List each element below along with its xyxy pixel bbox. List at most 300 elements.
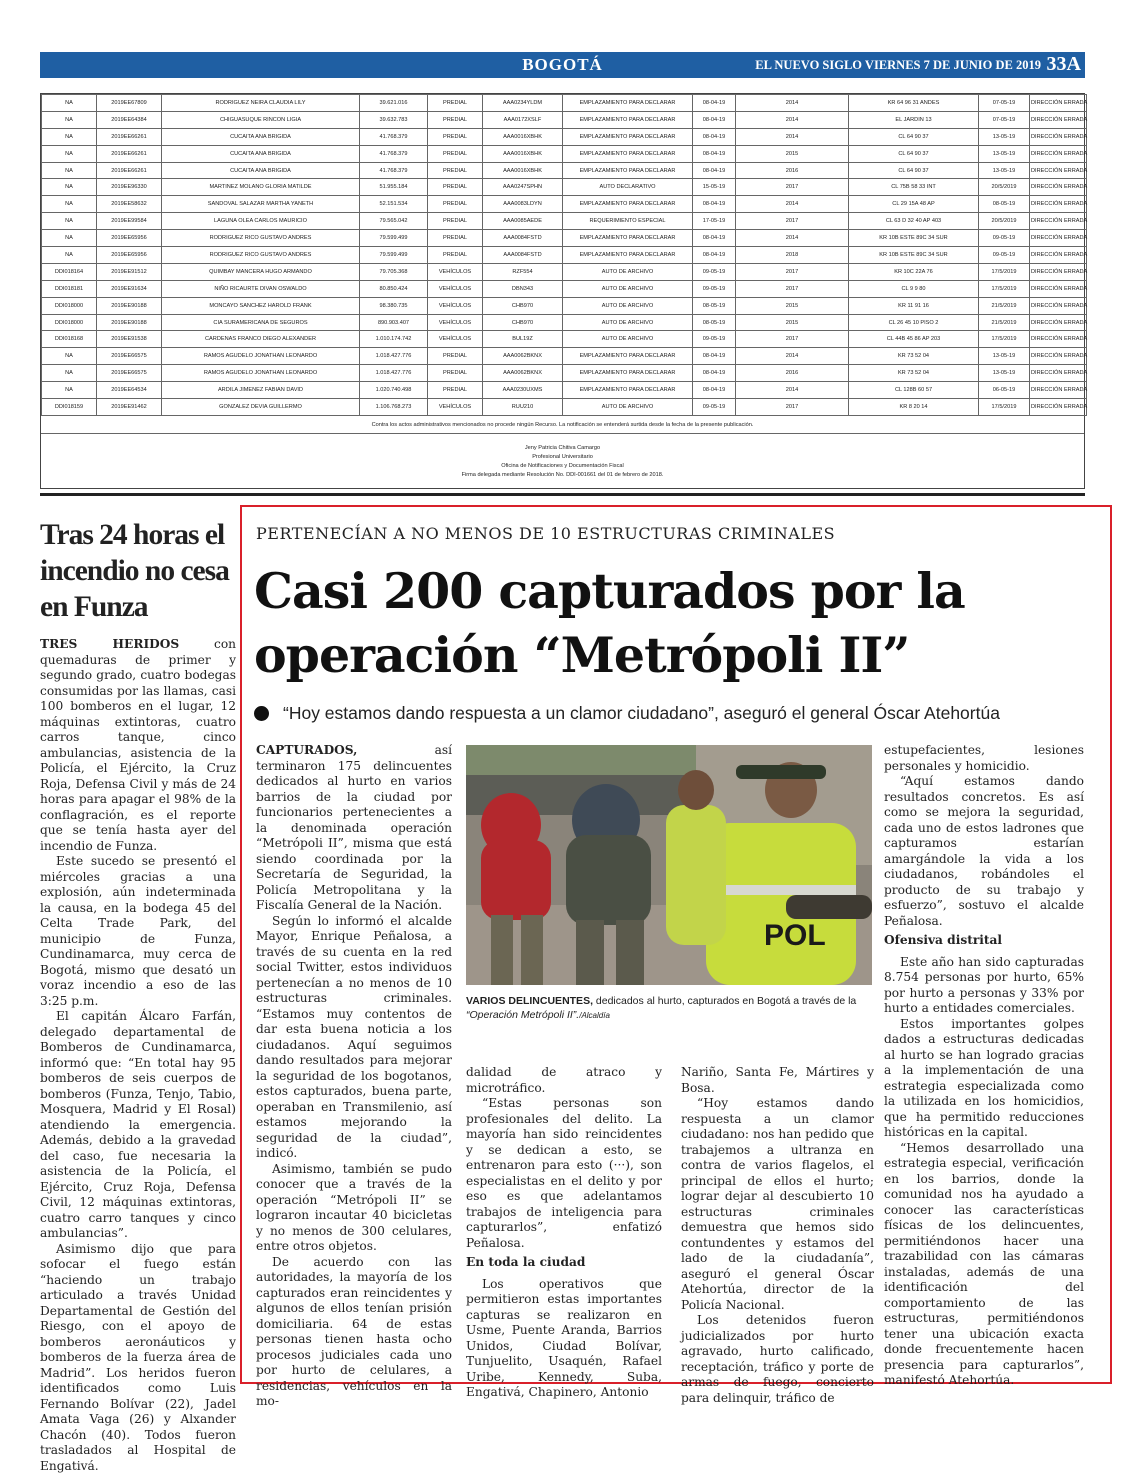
- notice-cell: KR 73 52 04: [849, 348, 979, 365]
- vest-text: POL: [764, 919, 826, 952]
- notice-cell: 17/5/2019: [979, 280, 1030, 297]
- notice-cell: 2019EE65956: [97, 230, 162, 247]
- notice-cell: NA: [42, 365, 97, 382]
- notice-row: [42, 331, 1087, 348]
- notice-cell: 98.380.735: [360, 297, 428, 314]
- paragraph: CAPTURADOS, así terminaron 175 delincuentes dedicados al hurto en varios barrios de la ciudad por funcionarios pertenecientes a la denominada operación “Metrópoli II”, misma que está siendo coordinada por la Secretaría de Seguridad, la Policía Metropolitana y la Fiscalía General de la Nación.: [256, 743, 452, 914]
- notice-cell: AAA0084FSTD: [483, 230, 563, 247]
- notice-cell: 13-05-19: [979, 348, 1030, 365]
- notice-cell: 41.768.379: [360, 145, 428, 162]
- notice-cell: CHB970: [483, 297, 563, 314]
- photo-caption: VARIOS DELINCUENTES, dedicados al hurto, capturados en Bogotá a través de la “Operación Metrópoli II”./Alcaldía: [466, 994, 872, 1023]
- notice-cell: 06-05-19: [979, 382, 1030, 399]
- notice-cell: 80.850.424: [360, 280, 428, 297]
- notice-cell: CL 26 45 10 PISO 2: [849, 314, 979, 331]
- legal-note: Contra los actos administrativos mencionados no procede ningún Recurso. La notificación se entenderá surtida desde la fecha de la presente publicación.: [41, 416, 1084, 434]
- notice-cell: VEHÍCULOS: [428, 314, 483, 331]
- notice-cell: AAA0062BKNX: [483, 348, 563, 365]
- paragraph: Los operativos que permitieron estas importantes capturas se realizaron en Usme, Puente Aranda, Barrios Unidos, Ciudad Bolívar, Tunjuelito, Usaquén, Rafael Uribe, Kennedy, Suba, Engativá, Chapinero, Antonio: [466, 1277, 662, 1401]
- notice-cell: MARTINEZ MOLANO GLORIA MATILDE: [162, 179, 360, 196]
- notice-cell: DIRECCIÓN ERRADA: [1030, 95, 1087, 112]
- notice-cell: EMPLAZAMIENTO PARA DECLARAR: [563, 348, 693, 365]
- notice-cell: KR 10B ESTE 89C 34 SUR: [849, 230, 979, 247]
- notice-cell: 2019EE99584: [97, 213, 162, 230]
- section-name: BOGOTÁ: [40, 55, 1085, 75]
- notice-cell: 2019EE91538: [97, 331, 162, 348]
- notice-cell: 2019EE91512: [97, 263, 162, 280]
- notice-cell: EMPLAZAMIENTO PARA DECLARAR: [563, 162, 693, 179]
- notice-cell: 08-05-19: [979, 196, 1030, 213]
- notice-cell: RODRIGUEZ RICO GUSTAVO ANDRES: [162, 247, 360, 264]
- notice-cell: 2019EE96330: [97, 179, 162, 196]
- notice-cell: 2017: [736, 213, 849, 230]
- signature-line: Jeny Patricia Chitiva Camargo: [41, 444, 1084, 453]
- deck: “Hoy estamos dando respuesta a un clamor ciudadano”, aseguró el general Óscar Atehortúa: [254, 703, 1104, 724]
- notice-cell: 2017: [736, 280, 849, 297]
- article-column-3: [681, 1065, 874, 1406]
- notice-cell: CL 9 9 80: [849, 280, 979, 297]
- notice-cell: CARDENAS FRANCO DIEGO ALEXANDER: [162, 331, 360, 348]
- notice-row: [42, 297, 1087, 314]
- arrest-photo: [466, 745, 872, 985]
- notice-cell: 08-04-19: [693, 145, 736, 162]
- notice-cell: 2015: [736, 145, 849, 162]
- notice-cell: DIRECCIÓN ERRADA: [1030, 111, 1087, 128]
- paragraph: Nariño, Santa Fe, Mártires y Bosa.: [681, 1065, 874, 1096]
- notice-cell: EMPLAZAMIENTO PARA DECLARAR: [563, 128, 693, 145]
- notice-cell: 08-04-19: [693, 128, 736, 145]
- notice-cell: 09-05-19: [693, 280, 736, 297]
- bullet-icon: [254, 706, 269, 721]
- notice-cell: DIRECCIÓN ERRADA: [1030, 196, 1087, 213]
- main-headline: Casi 200 capturados por la operación “Metrópoli II”: [254, 559, 1094, 687]
- paragraph: Asimismo dijo que para sofocar el fuego están “haciendo un trabajo articulado a través Unidad Departamental de Gestión del Riesgo, con el apoyo de bomberos aeronáuticos y bomberos de la fuerza área de Madrid”. Los heridos fueron identificados como Luis Fernando Bolívar (22), Jadel Amata Vaga (26) y Alxander Chacón (40). Todos fueron trasladados al Hospital de Engativá.: [40, 1242, 236, 1474]
- notice-cell: EMPLAZAMIENTO PARA DECLARAR: [563, 145, 693, 162]
- notice-cell: DIRECCIÓN ERRADA: [1030, 331, 1087, 348]
- notice-cell: KR 8 20 14: [849, 399, 979, 416]
- notice-cell: 1.010.174.742: [360, 331, 428, 348]
- notice-cell: AUTO DE ARCHIVO: [563, 297, 693, 314]
- notice-cell: 2017: [736, 331, 849, 348]
- notice-cell: NA: [42, 95, 97, 112]
- notice-cell: 17/5/2019: [979, 331, 1030, 348]
- paragraph: Este año han sido capturadas 8.754 personas por hurto, 65% por hurto a personas y 33% por hurto a entidades comerciales.: [884, 955, 1084, 1017]
- notice-row: [42, 213, 1087, 230]
- notice-cell: RAMOS AGUDELO JONATHAN LEONARDO: [162, 348, 360, 365]
- notice-cell: 41.768.379: [360, 128, 428, 145]
- notice-cell: 07-05-19: [979, 95, 1030, 112]
- notice-cell: 20/5/2019: [979, 179, 1030, 196]
- notice-cell: 21/5/2019: [979, 314, 1030, 331]
- notice-cell: 2014: [736, 111, 849, 128]
- paragraph: estupefacientes, lesiones personales y homicidio.: [884, 743, 1084, 774]
- notice-cell: NA: [42, 111, 97, 128]
- notice-cell: 52.151.534: [360, 196, 428, 213]
- notice-cell: NA: [42, 230, 97, 247]
- notice-cell: EMPLAZAMIENTO PARA DECLARAR: [563, 382, 693, 399]
- notice-cell: 79.565.042: [360, 213, 428, 230]
- paragraph: “Estas personas son profesionales del delito. La mayoría han sido reincidentes y se dedican a esto, se entrenaron para esto (···), son especialistas en el delito y por eso es que adelantamos trabajos de inteligencia para capturarlos”, enfatizó Peñalosa.: [466, 1096, 662, 1251]
- notice-cell: 13-05-19: [979, 145, 1030, 162]
- notice-cell: 39.632.783: [360, 111, 428, 128]
- notice-cell: AAA0016XBHK: [483, 128, 563, 145]
- notice-cell: 08-04-19: [693, 247, 736, 264]
- edition-line: EL NUEVO SIGLO VIERNES 7 DE JUNIO DE 2019: [755, 58, 1041, 73]
- notice-cell: KR 10C 22A 76: [849, 263, 979, 280]
- notice-cell: DDI018000: [42, 314, 97, 331]
- notice-cell: 20/5/2019: [979, 213, 1030, 230]
- notice-cell: 08-04-19: [693, 382, 736, 399]
- notice-cell: AUTO DE ARCHIVO: [563, 314, 693, 331]
- paragraph: Estos importantes golpes dados a estructuras dedicadas al hurto se han logrado gracias a la implementación de una estrategia especializada como la utilizada en los homicidios, que ha permitido reducciones históricas en la capital.: [884, 1017, 1084, 1141]
- notice-cell: EMPLAZAMIENTO PARA DECLARAR: [563, 111, 693, 128]
- paragraph: dalidad de atraco y microtráfico.: [466, 1065, 662, 1096]
- notice-cell: RAMOS AGUDELO JONATHAN LEONARDO: [162, 365, 360, 382]
- article-column-2: [466, 1065, 662, 1401]
- notice-cell: 15-05-19: [693, 179, 736, 196]
- notice-cell: CL 64 90 37: [849, 145, 979, 162]
- fire-body: [40, 637, 236, 1474]
- notice-cell: 2017: [736, 263, 849, 280]
- notice-cell: NA: [42, 382, 97, 399]
- notice-cell: CUCAITA ANA BRIGIDA: [162, 162, 360, 179]
- notice-cell: AAA0085AEDE: [483, 213, 563, 230]
- notice-cell: 2019EE66575: [97, 365, 162, 382]
- notice-cell: 2017: [736, 179, 849, 196]
- lead-in: CAPTURADOS,: [256, 743, 357, 757]
- notice-row: [42, 365, 1087, 382]
- notice-cell: DIRECCIÓN ERRADA: [1030, 162, 1087, 179]
- notice-cell: NA: [42, 128, 97, 145]
- notice-cell: 2019EE64534: [97, 382, 162, 399]
- signature-line: Oficina de Notificaciones y Documentación Fiscal: [41, 462, 1084, 471]
- notice-cell: DDI018164: [42, 263, 97, 280]
- notice-cell: DBN343: [483, 280, 563, 297]
- notice-cell: AUTO DECLARATIVO: [563, 179, 693, 196]
- arrest-photo-illustration: [466, 745, 872, 985]
- notice-row: [42, 128, 1087, 145]
- notice-cell: AAA0230UXMS: [483, 382, 563, 399]
- notice-cell: DIRECCIÓN ERRADA: [1030, 213, 1087, 230]
- notice-cell: 08-04-19: [693, 162, 736, 179]
- funza-fire-story: [40, 517, 236, 1474]
- notice-cell: 39.621.016: [360, 95, 428, 112]
- section-header-bar: [40, 52, 1085, 78]
- paragraph: “Hoy estamos dando respuesta a un clamor ciudadano: nos han pedido que trabajemos a ultranza en contra de varios flagelos, el principal de ellos el hurto; lograr dejar al descubierto 10 estructuras criminales demuestra que hemos sido contundentes y estamos del lado de la ciudadanía”, aseguró el general Óscar Atehortúa, director de la Policía Nacional.: [681, 1096, 874, 1313]
- paragraph: Según lo informó el alcalde Mayor, Enrique Peñalosa, a través de su cuenta en la red social Twitter, estos individuos pertenecían a no menos de 10 estructuras criminales. “Estamos muy contentos de dar esta buena noticia a los ciudadanos. Aquí seguimos dando resultados para mejorar la seguridad de los bogotanos, estos capturados, buena parte, operaban en Transmilenio, así estamos mejorando la seguridad de la ciudad”, indicó.: [256, 914, 452, 1162]
- kicker: PERTENECÍAN A NO MENOS DE 10 ESTRUCTURAS CRIMINALES: [256, 524, 835, 543]
- notice-cell: CUCAITA ANA BRIGIDA: [162, 145, 360, 162]
- notice-cell: 08-05-19: [693, 314, 736, 331]
- notice-cell: PREDIAL: [428, 247, 483, 264]
- notice-cell: DIRECCIÓN ERRADA: [1030, 365, 1087, 382]
- notice-cell: 2019EE91634: [97, 280, 162, 297]
- notice-cell: 13-05-19: [979, 128, 1030, 145]
- notice-cell: EMPLAZAMIENTO PARA DECLARAR: [563, 230, 693, 247]
- notice-cell: PREDIAL: [428, 348, 483, 365]
- notice-cell: DDI018181: [42, 280, 97, 297]
- notice-cell: QUIMBAY MANCERA HUGO ARMANDO: [162, 263, 360, 280]
- notice-cell: CL 63 D 32 40 AP 403: [849, 213, 979, 230]
- caption-lead: VARIOS DELINCUENTES,: [466, 995, 593, 1007]
- notice-cell: 1.018.427.776: [360, 365, 428, 382]
- notice-cell: CL 44B 45 86 AP 203: [849, 331, 979, 348]
- notice-row: [42, 247, 1087, 264]
- notice-cell: RODRIGUEZ NEIRA CLAUDIA LILY: [162, 95, 360, 112]
- notice-cell: 1.018.427.776: [360, 348, 428, 365]
- notice-cell: CHB970: [483, 314, 563, 331]
- notice-cell: REQUERIMIENTO ESPECIAL: [563, 213, 693, 230]
- notice-cell: PREDIAL: [428, 145, 483, 162]
- notice-cell: 51.955.184: [360, 179, 428, 196]
- notice-cell: 08-05-19: [693, 297, 736, 314]
- notice-cell: AAA0016XBHK: [483, 145, 563, 162]
- notice-row: [42, 145, 1087, 162]
- notice-cell: 2019EE67809: [97, 95, 162, 112]
- notice-cell: VEHÍCULOS: [428, 263, 483, 280]
- notice-cell: 17/5/2019: [979, 263, 1030, 280]
- notice-row: [42, 399, 1087, 416]
- notice-cell: DIRECCIÓN ERRADA: [1030, 179, 1087, 196]
- notice-cell: 08-04-19: [693, 95, 736, 112]
- notice-cell: PREDIAL: [428, 196, 483, 213]
- subhead: En toda la ciudad: [466, 1255, 662, 1271]
- notice-row: [42, 263, 1087, 280]
- article-column-4: [884, 743, 1084, 1389]
- notice-cell: EMPLAZAMIENTO PARA DECLARAR: [563, 196, 693, 213]
- notice-cell: DIRECCIÓN ERRADA: [1030, 145, 1087, 162]
- notice-cell: 08-04-19: [693, 365, 736, 382]
- notice-cell: VEHÍCULOS: [428, 297, 483, 314]
- notice-cell: CL 64 90 37: [849, 162, 979, 179]
- notice-cell: 2015: [736, 314, 849, 331]
- notice-cell: AUTO DE ARCHIVO: [563, 399, 693, 416]
- notice-cell: AUTO DE ARCHIVO: [563, 263, 693, 280]
- signature-line: Profesional Universitario: [41, 453, 1084, 462]
- notice-cell: AAA0084FSTD: [483, 247, 563, 264]
- notice-cell: 2019EE58632: [97, 196, 162, 213]
- notice-cell: DIRECCIÓN ERRADA: [1030, 314, 1087, 331]
- notice-cell: VEHÍCULOS: [428, 399, 483, 416]
- paragraph: “Aquí estamos dando resultados concretos. Es así como se mejora la seguridad, cada uno de estos ladrones que capturamos estarían amargándole la vida a los ciudadanos, robándoles el producto de su trabajo y esfuerzo”, sostuvo el alcalde Peñalosa.: [884, 774, 1084, 929]
- metropoli-feature: [240, 505, 1112, 1384]
- notice-cell: CL 64 90 37: [849, 128, 979, 145]
- notice-cell: DIRECCIÓN ERRADA: [1030, 399, 1087, 416]
- notice-cell: PREDIAL: [428, 382, 483, 399]
- notice-row: [42, 280, 1087, 297]
- notice-cell: PREDIAL: [428, 111, 483, 128]
- notice-row: [42, 382, 1087, 399]
- notice-cell: DDI018168: [42, 331, 97, 348]
- notice-cell: 2018: [736, 247, 849, 264]
- notice-cell: MONCAYO SANCHEZ HAROLD FRANK: [162, 297, 360, 314]
- notice-cell: NA: [42, 162, 97, 179]
- notice-row: [42, 95, 1087, 112]
- notice-cell: 2016: [736, 162, 849, 179]
- notice-cell: NA: [42, 348, 97, 365]
- notice-cell: 09-05-19: [979, 247, 1030, 264]
- notice-row: [42, 196, 1087, 213]
- notice-cell: 2016: [736, 365, 849, 382]
- notice-cell: 2014: [736, 230, 849, 247]
- notice-cell: CL 128B 60 57: [849, 382, 979, 399]
- notice-cell: 41.768.379: [360, 162, 428, 179]
- notice-cell: 2014: [736, 348, 849, 365]
- notice-cell: EMPLAZAMIENTO PARA DECLARAR: [563, 95, 693, 112]
- paragraph: “Hemos desarrollado una estrategia especial, verificación en los barrios, donde la comunidad nos ha ayudado a conocer las características físicas de los delincuentes, permitiéndonos hacer una trazabilidad con las cámaras instaladas, además de una identificación del comportamiento de las estructuras, permitiéndonos tener una ubicación exacta donde frecuentemente hacen presencia para capturarlos”, manifestó Atehortúa.: [884, 1141, 1084, 1389]
- notice-cell: EMPLAZAMIENTO PARA DECLARAR: [563, 247, 693, 264]
- notice-cell: KR 64 96 31 ANDES: [849, 95, 979, 112]
- notice-cell: 2015: [736, 297, 849, 314]
- notice-cell: AUTO DE ARCHIVO: [563, 331, 693, 348]
- notice-cell: DIRECCIÓN ERRADA: [1030, 247, 1087, 264]
- notice-cell: 09-05-19: [979, 230, 1030, 247]
- notice-cell: 09-05-19: [693, 331, 736, 348]
- notice-cell: 79.705.368: [360, 263, 428, 280]
- fire-headline: Tras 24 horas el incendio no cesa en Funza: [40, 517, 236, 625]
- notice-cell: NIÑO RICAURTE DIVAN OSWALDO: [162, 280, 360, 297]
- notice-cell: 2019EE66261: [97, 145, 162, 162]
- notice-cell: 2019EE90188: [97, 297, 162, 314]
- paragraph: Asimismo, también se pudo conocer que a través de la operación “Metrópoli II” se lograron incautar 40 bicicletas y no menos de 300 celulares, entre otros objetos.: [256, 1162, 452, 1255]
- paragraph: El capitán Álcaro Farfán, delegado departamental de Bomberos de Cundinamarca, informó que: “En total hay 95 bomberos de seis cuerpos de bomberos (Funza, Tenjo, Tabio, Mosquera, Madrid y El Rosal) atendiendo la emergencia. Además, debido a la gravedad del caso, fue necesaria la asistencia de la Policía, el Ejército, Cruz Roja, Defensa Civil, 12 máquinas extintoras, cuatro carro tanques y cinco ambulancias”.: [40, 1009, 236, 1242]
- paragraph: Los detenidos fueron judicializados por hurto agravado, hurto calificado, receptación, tráfico y porte de armas de fuego, concierto para delinquir, tráfico de: [681, 1313, 874, 1406]
- page-number: 33A: [1047, 53, 1081, 76]
- notice-cell: EMPLAZAMIENTO PARA DECLARAR: [563, 365, 693, 382]
- notice-cell: 79.599.499: [360, 247, 428, 264]
- notice-row: [42, 314, 1087, 331]
- notice-cell: DIRECCIÓN ERRADA: [1030, 280, 1087, 297]
- notice-cell: CUCAITA ANA BRIGIDA: [162, 128, 360, 145]
- notice-cell: PREDIAL: [428, 162, 483, 179]
- notice-cell: ARDILA JIMENEZ FABIAN DAVID: [162, 382, 360, 399]
- notice-cell: VEHÍCULOS: [428, 331, 483, 348]
- notice-cell: AAA0016XBHK: [483, 162, 563, 179]
- notice-cell: PREDIAL: [428, 179, 483, 196]
- notice-cell: AAA0062BKNX: [483, 365, 563, 382]
- notice-cell: 2019EE66261: [97, 162, 162, 179]
- notice-cell: CL 75B 58 33 INT: [849, 179, 979, 196]
- notice-cell: 09-05-19: [693, 399, 736, 416]
- notice-cell: PREDIAL: [428, 365, 483, 382]
- notice-cell: NA: [42, 179, 97, 196]
- notice-cell: 2019EE64384: [97, 111, 162, 128]
- notice-cell: NA: [42, 213, 97, 230]
- notice-cell: 07-05-19: [979, 111, 1030, 128]
- notice-cell: CHIGUASUQUE RINCON LIGIA: [162, 111, 360, 128]
- notice-cell: PREDIAL: [428, 95, 483, 112]
- notice-cell: 2017: [736, 399, 849, 416]
- notice-cell: EL JARDIN 13: [849, 111, 979, 128]
- notice-cell: AUTO DE ARCHIVO: [563, 280, 693, 297]
- notice-cell: 890.903.407: [360, 314, 428, 331]
- notice-cell: 08-04-19: [693, 196, 736, 213]
- notice-cell: KR 73 52 04: [849, 365, 979, 382]
- notice-cell: DDI018000: [42, 297, 97, 314]
- notice-cell: DIRECCIÓN ERRADA: [1030, 263, 1087, 280]
- photo-credit: /Alcaldía: [579, 1011, 610, 1020]
- notice-cell: DIRECCIÓN ERRADA: [1030, 382, 1087, 399]
- subhead: Ofensiva distrital: [884, 933, 1084, 949]
- notice-cell: NA: [42, 247, 97, 264]
- notice-row: [42, 230, 1087, 247]
- notice-cell: KR 11 91 16: [849, 297, 979, 314]
- notice-cell: LAGUNA OLEA CARLOS MAURICIO: [162, 213, 360, 230]
- notice-cell: 08-04-19: [693, 348, 736, 365]
- notice-cell: 2014: [736, 95, 849, 112]
- paragraph: Este sucedo se presentó el miércoles gracias a una explosión, aún indeterminada la causa, en la bodega 45 del Celta Trade Park, del municipio de Funza, Cundinamarca, muy cerca de Bogotá, mismo que desató un voraz incendio a eso de las 3:25 p.m.: [40, 854, 236, 1009]
- notice-table: [41, 94, 1087, 416]
- notice-cell: DIRECCIÓN ERRADA: [1030, 297, 1087, 314]
- notice-cell: 17/5/2019: [979, 399, 1030, 416]
- notice-cell: 2019EE90188: [97, 314, 162, 331]
- fiscal-notice: [40, 93, 1085, 489]
- notice-row: [42, 162, 1087, 179]
- notice-cell: AAA0234YLDM: [483, 95, 563, 112]
- notice-cell: DIRECCIÓN ERRADA: [1030, 230, 1087, 247]
- notice-cell: 2019EE91462: [97, 399, 162, 416]
- notice-cell: NA: [42, 196, 97, 213]
- notice-cell: 2014: [736, 382, 849, 399]
- notice-cell: 2019EE66261: [97, 128, 162, 145]
- notice-cell: RZF554: [483, 263, 563, 280]
- notice-cell: CL 29 15A 48 AP: [849, 196, 979, 213]
- notice-cell: VEHÍCULOS: [428, 280, 483, 297]
- notice-cell: AAA0083LDYN: [483, 196, 563, 213]
- paragraph: De acuerdo con las autoridades, la mayoría de los capturados eran reincidentes y algunos de ellos tenían prisión domiciliaria. 64 de estas personas tienen hasta ocho procesos judiciales cada uno por hurto de celulares, a residencias, vehículos en la mo-: [256, 1255, 452, 1410]
- notice-cell: 09-05-19: [693, 263, 736, 280]
- notice-row: [42, 348, 1087, 365]
- notice-cell: 79.599.499: [360, 230, 428, 247]
- notice-cell: 2019EE66575: [97, 348, 162, 365]
- notice-cell: BUL19Z: [483, 331, 563, 348]
- notice-cell: 08-04-19: [693, 230, 736, 247]
- notice-row: [42, 111, 1087, 128]
- notice-cell: SANDOVAL SALAZAR MARTHA YANETH: [162, 196, 360, 213]
- notice-cell: PREDIAL: [428, 128, 483, 145]
- notice-cell: 13-05-19: [979, 162, 1030, 179]
- notice-cell: 2014: [736, 196, 849, 213]
- notice-cell: 2014: [736, 128, 849, 145]
- notice-cell: 1.106.768.273: [360, 399, 428, 416]
- article-column-1: [256, 743, 452, 1410]
- notice-cell: 1.020.740.498: [360, 382, 428, 399]
- section-divider: [40, 493, 1085, 496]
- notice-cell: DIRECCIÓN ERRADA: [1030, 348, 1087, 365]
- notice-cell: 17-05-19: [693, 213, 736, 230]
- lead-in: TRES HERIDOS: [40, 637, 179, 651]
- notice-cell: PREDIAL: [428, 213, 483, 230]
- notice-cell: 08-04-19: [693, 111, 736, 128]
- notice-cell: 13-05-19: [979, 365, 1030, 382]
- notice-cell: 2019EE65956: [97, 247, 162, 264]
- notice-cell: AAA0172XSLF: [483, 111, 563, 128]
- notice-cell: KR 10B ESTE 89C 34 SUR: [849, 247, 979, 264]
- notice-cell: RUU210: [483, 399, 563, 416]
- notice-cell: AAA0247SPHN: [483, 179, 563, 196]
- notice-cell: 21/5/2019: [979, 297, 1030, 314]
- notice-cell: DIRECCIÓN ERRADA: [1030, 128, 1087, 145]
- notice-cell: CIA SURAMERICANA DE SEGUROS: [162, 314, 360, 331]
- notice-row: [42, 179, 1087, 196]
- signature-block: [41, 434, 1084, 480]
- signature-line: Firma delegada mediante Resolución No. DDI-001661 del 01 de febrero de 2018.: [41, 471, 1084, 480]
- notice-cell: NA: [42, 145, 97, 162]
- notice-cell: RODRIGUEZ RICO GUSTAVO ANDRES: [162, 230, 360, 247]
- notice-cell: DDI018159: [42, 399, 97, 416]
- notice-cell: PREDIAL: [428, 230, 483, 247]
- paragraph: TRES HERIDOS con quemaduras de primer y segundo grado, cuatro bodegas consumidas por las llamas, casi 100 bomberos en el lugar, 12 máquinas extintoras, cuatro carros tanque, cinco ambulancias, asistencia de la Policía, el Ejército, la Cruz Roja, Defensa Civil y más de 24 horas para apagar el 98% de la conflagración, es el reporte que se tenía hasta ayer del incendio de Funza.: [40, 637, 236, 854]
